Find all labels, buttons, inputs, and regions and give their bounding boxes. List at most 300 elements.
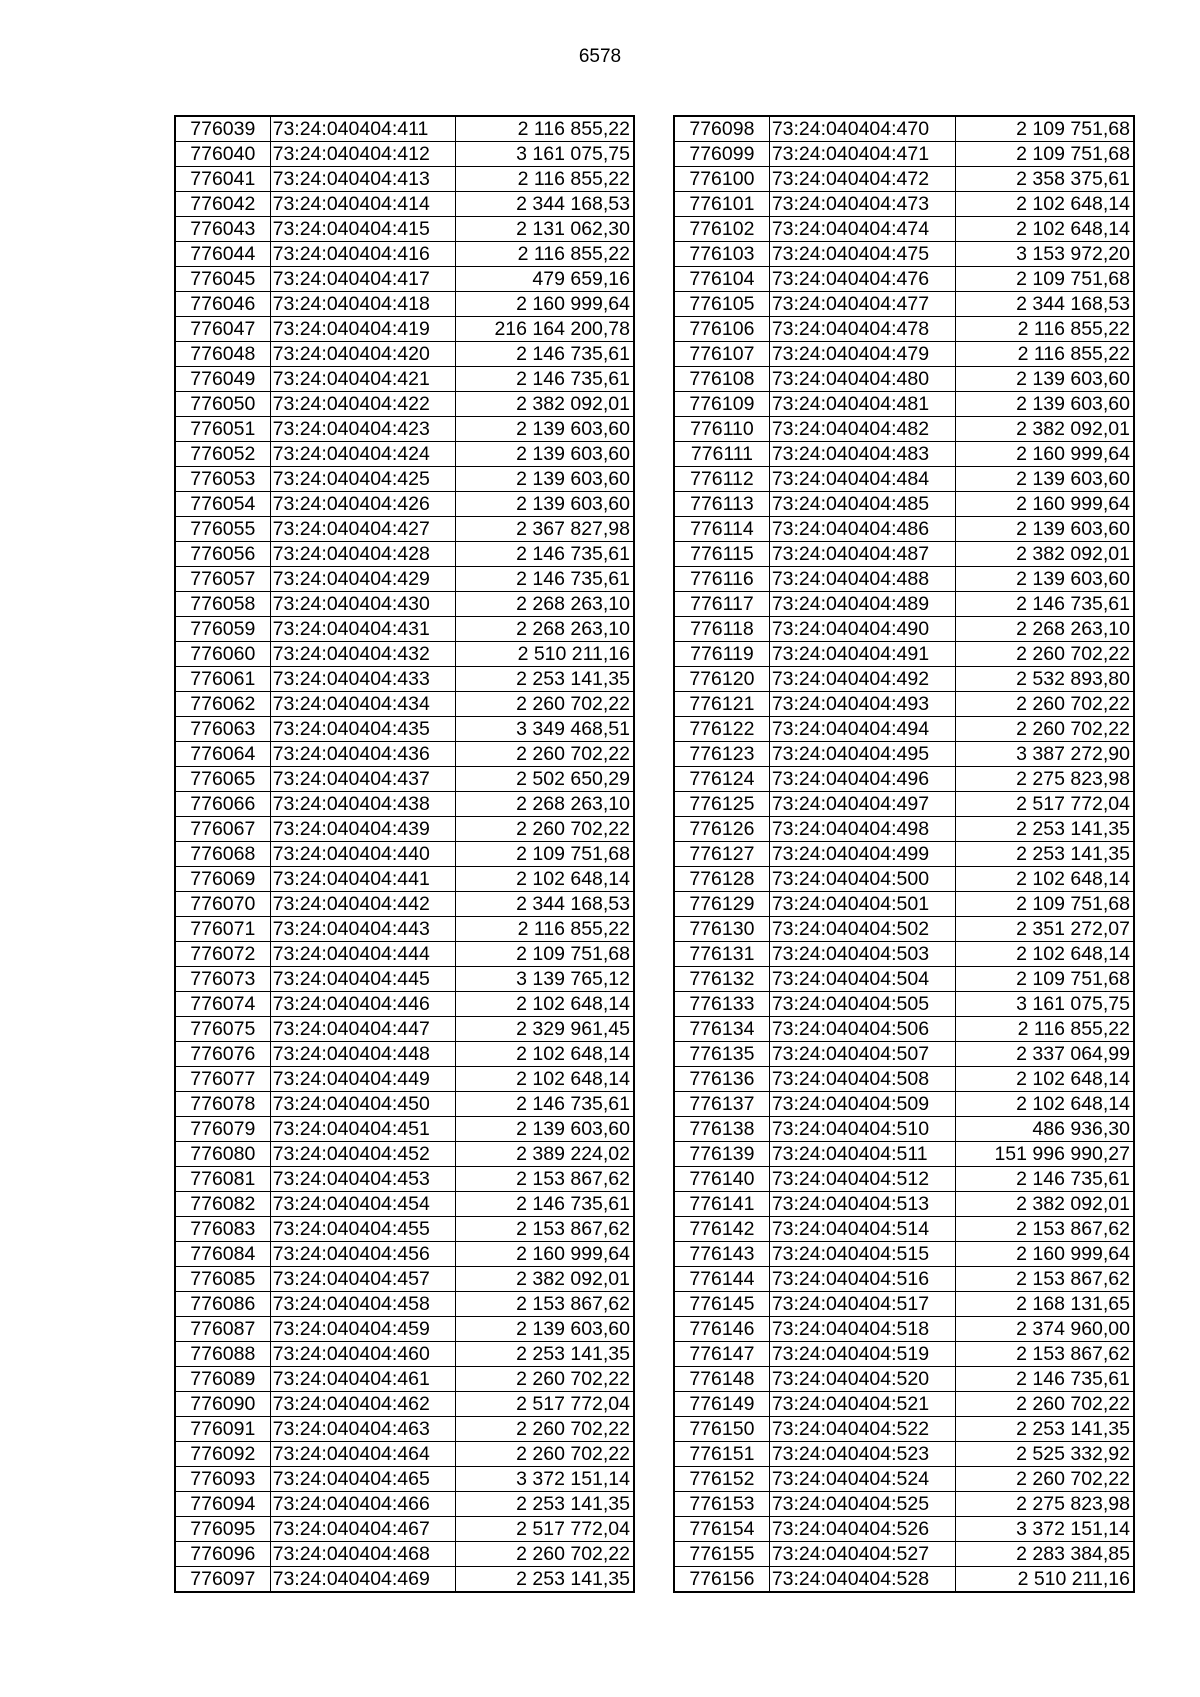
value-cell: 2 102 648,14 <box>956 217 1134 242</box>
value-cell: 2 153 867,62 <box>456 1217 634 1242</box>
cadastral-number-cell: 73:24:040404:494 <box>769 717 955 742</box>
table-row <box>674 342 1134 367</box>
value-cell: 2 510 211,16 <box>956 1567 1134 1593</box>
row-id-cell: 776084 <box>175 1242 270 1267</box>
cadastral-number-cell: 73:24:040404:456 <box>270 1242 456 1267</box>
row-id-cell: 776089 <box>175 1367 270 1392</box>
cadastral-number-cell: 73:24:040404:446 <box>270 992 456 1017</box>
row-id-cell: 776095 <box>175 1517 270 1542</box>
value-cell: 2 275 823,98 <box>956 767 1134 792</box>
row-id-cell: 776062 <box>175 692 270 717</box>
value-cell: 2 146 735,61 <box>956 592 1134 617</box>
row-id-cell: 776065 <box>175 767 270 792</box>
cadastral-number-cell: 73:24:040404:413 <box>270 167 456 192</box>
cadastral-number-cell: 73:24:040404:508 <box>769 1067 955 1092</box>
value-cell: 2 146 735,61 <box>456 1192 634 1217</box>
value-cell: 2 382 092,01 <box>456 392 634 417</box>
value-cell: 2 102 648,14 <box>956 1092 1134 1117</box>
value-cell: 2 253 141,35 <box>956 817 1134 842</box>
row-id-cell: 776139 <box>674 1142 769 1167</box>
table-row <box>175 1492 634 1517</box>
value-cell: 2 532 893,80 <box>956 667 1134 692</box>
row-id-cell: 776116 <box>674 567 769 592</box>
table-row <box>674 967 1134 992</box>
row-id-cell: 776067 <box>175 817 270 842</box>
value-cell: 2 260 702,22 <box>456 1542 634 1567</box>
cadastral-number-cell: 73:24:040404:486 <box>769 517 955 542</box>
value-cell: 2 344 168,53 <box>456 892 634 917</box>
row-id-cell: 776144 <box>674 1267 769 1292</box>
value-cell: 2 253 141,35 <box>456 1342 634 1367</box>
row-id-cell: 776109 <box>674 392 769 417</box>
value-cell: 2 502 650,29 <box>456 767 634 792</box>
row-id-cell: 776137 <box>674 1092 769 1117</box>
table-row <box>674 617 1134 642</box>
row-id-cell: 776105 <box>674 292 769 317</box>
cadastral-number-cell: 73:24:040404:521 <box>769 1392 955 1417</box>
table-row <box>674 217 1134 242</box>
row-id-cell: 776048 <box>175 342 270 367</box>
value-cell: 3 153 972,20 <box>956 242 1134 267</box>
table-row <box>175 1567 634 1593</box>
value-cell: 3 139 765,12 <box>456 967 634 992</box>
cadastral-number-cell: 73:24:040404:479 <box>769 342 955 367</box>
row-id-cell: 776102 <box>674 217 769 242</box>
row-id-cell: 776118 <box>674 617 769 642</box>
value-cell: 479 659,16 <box>456 267 634 292</box>
value-cell: 3 372 151,14 <box>456 1467 634 1492</box>
table-row <box>175 116 634 142</box>
row-id-cell: 776081 <box>175 1167 270 1192</box>
cadastral-number-cell: 73:24:040404:466 <box>270 1492 456 1517</box>
row-id-cell: 776082 <box>175 1192 270 1217</box>
cadastral-number-cell: 73:24:040404:470 <box>769 116 955 142</box>
row-id-cell: 776091 <box>175 1417 270 1442</box>
table-row <box>674 767 1134 792</box>
table-row <box>175 242 634 267</box>
table-row <box>674 642 1134 667</box>
cadastral-number-cell: 73:24:040404:421 <box>270 367 456 392</box>
value-cell: 2 253 141,35 <box>956 842 1134 867</box>
cadastral-number-cell: 73:24:040404:519 <box>769 1342 955 1367</box>
cadastral-number-cell: 73:24:040404:511 <box>769 1142 955 1167</box>
cadastral-number-cell: 73:24:040404:510 <box>769 1117 955 1142</box>
cadastral-number-cell: 73:24:040404:517 <box>769 1292 955 1317</box>
table-row <box>175 1167 634 1192</box>
table-row <box>674 667 1134 692</box>
cadastral-number-cell: 73:24:040404:420 <box>270 342 456 367</box>
cadastral-number-cell: 73:24:040404:414 <box>270 192 456 217</box>
table-row <box>175 992 634 1017</box>
value-cell: 3 161 075,75 <box>456 142 634 167</box>
row-id-cell: 776156 <box>674 1567 769 1593</box>
cadastral-number-cell: 73:24:040404:512 <box>769 1167 955 1192</box>
row-id-cell: 776123 <box>674 742 769 767</box>
value-cell: 2 275 823,98 <box>956 1492 1134 1517</box>
table-row <box>674 992 1134 1017</box>
value-cell: 2 260 702,22 <box>456 817 634 842</box>
row-id-cell: 776136 <box>674 1067 769 1092</box>
cadastral-number-cell: 73:24:040404:436 <box>270 742 456 767</box>
cadastral-number-cell: 73:24:040404:447 <box>270 1017 456 1042</box>
cadastral-number-cell: 73:24:040404:459 <box>270 1317 456 1342</box>
row-id-cell: 776086 <box>175 1292 270 1317</box>
cadastral-number-cell: 73:24:040404:492 <box>769 667 955 692</box>
value-cell: 2 102 648,14 <box>456 992 634 1017</box>
table-row <box>175 1417 634 1442</box>
table-row <box>175 467 634 492</box>
row-id-cell: 776133 <box>674 992 769 1017</box>
cadastral-number-cell: 73:24:040404:495 <box>769 742 955 767</box>
row-id-cell: 776110 <box>674 417 769 442</box>
cadastral-number-cell: 73:24:040404:505 <box>769 992 955 1017</box>
value-cell: 2 382 092,01 <box>456 1267 634 1292</box>
value-cell: 2 525 332,92 <box>956 1442 1134 1467</box>
table-row <box>175 517 634 542</box>
table-row <box>175 217 634 242</box>
row-id-cell: 776122 <box>674 717 769 742</box>
row-id-cell: 776142 <box>674 1217 769 1242</box>
cadastral-number-cell: 73:24:040404:477 <box>769 292 955 317</box>
table-row <box>175 617 634 642</box>
table-row <box>674 1167 1134 1192</box>
row-id-cell: 776108 <box>674 367 769 392</box>
value-cell: 2 389 224,02 <box>456 1142 634 1167</box>
cadastral-number-cell: 73:24:040404:463 <box>270 1417 456 1442</box>
row-id-cell: 776047 <box>175 317 270 342</box>
cadastral-number-cell: 73:24:040404:528 <box>769 1567 955 1593</box>
value-cell: 2 146 735,61 <box>456 342 634 367</box>
row-id-cell: 776064 <box>175 742 270 767</box>
cadastral-number-cell: 73:24:040404:518 <box>769 1317 955 1342</box>
row-id-cell: 776074 <box>175 992 270 1017</box>
row-id-cell: 776114 <box>674 517 769 542</box>
cadastral-number-cell: 73:24:040404:443 <box>270 917 456 942</box>
row-id-cell: 776112 <box>674 467 769 492</box>
value-cell: 2 268 263,10 <box>456 592 634 617</box>
cadastral-number-cell: 73:24:040404:426 <box>270 492 456 517</box>
register-table-left <box>174 115 635 1593</box>
table-row <box>674 1542 1134 1567</box>
row-id-cell: 776155 <box>674 1542 769 1567</box>
row-id-cell: 776092 <box>175 1442 270 1467</box>
table-row <box>175 492 634 517</box>
row-id-cell: 776068 <box>175 842 270 867</box>
table-row <box>674 1442 1134 1467</box>
table-row <box>175 1517 634 1542</box>
cadastral-number-cell: 73:24:040404:503 <box>769 942 955 967</box>
row-id-cell: 776056 <box>175 542 270 567</box>
row-id-cell: 776096 <box>175 1542 270 1567</box>
cadastral-number-cell: 73:24:040404:432 <box>270 642 456 667</box>
cadastral-number-cell: 73:24:040404:422 <box>270 392 456 417</box>
row-id-cell: 776138 <box>674 1117 769 1142</box>
cadastral-number-cell: 73:24:040404:496 <box>769 767 955 792</box>
cadastral-number-cell: 73:24:040404:431 <box>270 617 456 642</box>
value-cell: 2 131 062,30 <box>456 217 634 242</box>
table-row <box>674 292 1134 317</box>
value-cell: 2 260 702,22 <box>456 1442 634 1467</box>
row-id-cell: 776094 <box>175 1492 270 1517</box>
table-row <box>175 142 634 167</box>
value-cell: 2 351 272,07 <box>956 917 1134 942</box>
table-row <box>674 1317 1134 1342</box>
table-row <box>175 317 634 342</box>
table-row <box>674 367 1134 392</box>
table-row <box>175 1092 634 1117</box>
table-row <box>674 192 1134 217</box>
cadastral-number-cell: 73:24:040404:522 <box>769 1417 955 1442</box>
table-row <box>674 1342 1134 1367</box>
value-cell: 2 146 735,61 <box>456 542 634 567</box>
value-cell: 2 260 702,22 <box>456 1367 634 1392</box>
table-row <box>175 442 634 467</box>
table-row <box>674 742 1134 767</box>
cadastral-number-cell: 73:24:040404:527 <box>769 1542 955 1567</box>
cadastral-number-cell: 73:24:040404:428 <box>270 542 456 567</box>
row-id-cell: 776153 <box>674 1492 769 1517</box>
row-id-cell: 776078 <box>175 1092 270 1117</box>
cadastral-number-cell: 73:24:040404:507 <box>769 1042 955 1067</box>
value-cell: 2 102 648,14 <box>956 1067 1134 1092</box>
table-row <box>175 867 634 892</box>
row-id-cell: 776039 <box>175 116 270 142</box>
table-row <box>175 917 634 942</box>
table-row <box>175 1017 634 1042</box>
value-cell: 2 160 999,64 <box>956 492 1134 517</box>
table-row <box>175 767 634 792</box>
row-id-cell: 776121 <box>674 692 769 717</box>
cadastral-number-cell: 73:24:040404:448 <box>270 1042 456 1067</box>
table-row <box>175 342 634 367</box>
row-id-cell: 776063 <box>175 717 270 742</box>
table-row <box>674 942 1134 967</box>
table-row <box>674 317 1134 342</box>
value-cell: 2 260 702,22 <box>956 1392 1134 1417</box>
cadastral-number-cell: 73:24:040404:483 <box>769 442 955 467</box>
value-cell: 2 109 751,68 <box>956 142 1134 167</box>
table-row <box>175 792 634 817</box>
value-cell: 2 116 855,22 <box>456 167 634 192</box>
value-cell: 2 139 603,60 <box>456 1117 634 1142</box>
cadastral-number-cell: 73:24:040404:481 <box>769 392 955 417</box>
table-row <box>674 792 1134 817</box>
value-cell: 2 102 648,14 <box>956 192 1134 217</box>
value-cell: 2 146 735,61 <box>456 567 634 592</box>
value-cell: 2 160 999,64 <box>956 1242 1134 1267</box>
value-cell: 2 260 702,22 <box>956 1467 1134 1492</box>
cadastral-number-cell: 73:24:040404:514 <box>769 1217 955 1242</box>
value-cell: 2 153 867,62 <box>956 1267 1134 1292</box>
row-id-cell: 776060 <box>175 642 270 667</box>
value-cell: 2 102 648,14 <box>956 942 1134 967</box>
value-cell: 2 139 603,60 <box>456 442 634 467</box>
cadastral-number-cell: 73:24:040404:437 <box>270 767 456 792</box>
table-row <box>175 892 634 917</box>
table-row <box>175 167 634 192</box>
row-id-cell: 776097 <box>175 1567 270 1593</box>
value-cell: 2 253 141,35 <box>456 1492 634 1517</box>
cadastral-number-cell: 73:24:040404:489 <box>769 592 955 617</box>
row-id-cell: 776132 <box>674 967 769 992</box>
row-id-cell: 776043 <box>175 217 270 242</box>
cadastral-number-cell: 73:24:040404:465 <box>270 1467 456 1492</box>
cadastral-number-cell: 73:24:040404:451 <box>270 1117 456 1142</box>
value-cell: 2 153 867,62 <box>956 1342 1134 1367</box>
row-id-cell: 776117 <box>674 592 769 617</box>
row-id-cell: 776044 <box>175 242 270 267</box>
row-id-cell: 776040 <box>175 142 270 167</box>
table-row <box>674 1242 1134 1267</box>
row-id-cell: 776100 <box>674 167 769 192</box>
value-cell: 2 139 603,60 <box>456 1317 634 1342</box>
table-row <box>175 1267 634 1292</box>
cadastral-number-cell: 73:24:040404:460 <box>270 1342 456 1367</box>
cadastral-number-cell: 73:24:040404:458 <box>270 1292 456 1317</box>
cadastral-number-cell: 73:24:040404:412 <box>270 142 456 167</box>
value-cell: 2 139 603,60 <box>956 517 1134 542</box>
cadastral-number-cell: 73:24:040404:525 <box>769 1492 955 1517</box>
value-cell: 2 116 855,22 <box>956 342 1134 367</box>
register-table-right <box>673 115 1135 1593</box>
table-row <box>674 1092 1134 1117</box>
row-id-cell: 776134 <box>674 1017 769 1042</box>
value-cell: 2 109 751,68 <box>956 967 1134 992</box>
cadastral-number-cell: 73:24:040404:502 <box>769 917 955 942</box>
row-id-cell: 776093 <box>175 1467 270 1492</box>
table-row <box>674 267 1134 292</box>
cadastral-number-cell: 73:24:040404:464 <box>270 1442 456 1467</box>
table-row <box>674 717 1134 742</box>
table-row <box>674 1467 1134 1492</box>
cadastral-number-cell: 73:24:040404:457 <box>270 1267 456 1292</box>
value-cell: 2 116 855,22 <box>956 1017 1134 1042</box>
value-cell: 2 146 735,61 <box>456 1092 634 1117</box>
row-id-cell: 776057 <box>175 567 270 592</box>
row-id-cell: 776119 <box>674 642 769 667</box>
cadastral-number-cell: 73:24:040404:454 <box>270 1192 456 1217</box>
value-cell: 2 510 211,16 <box>456 642 634 667</box>
cadastral-number-cell: 73:24:040404:427 <box>270 517 456 542</box>
table-row <box>674 242 1134 267</box>
table-row <box>175 367 634 392</box>
row-id-cell: 776058 <box>175 592 270 617</box>
table-row <box>175 1292 634 1317</box>
cadastral-number-cell: 73:24:040404:450 <box>270 1092 456 1117</box>
value-cell: 3 372 151,14 <box>956 1517 1134 1542</box>
row-id-cell: 776145 <box>674 1292 769 1317</box>
table-row <box>175 967 634 992</box>
cadastral-number-cell: 73:24:040404:444 <box>270 942 456 967</box>
row-id-cell: 776151 <box>674 1442 769 1467</box>
row-id-cell: 776083 <box>175 1217 270 1242</box>
table-row <box>674 692 1134 717</box>
row-id-cell: 776059 <box>175 617 270 642</box>
value-cell: 2 382 092,01 <box>956 1192 1134 1217</box>
value-cell: 2 153 867,62 <box>456 1167 634 1192</box>
cadastral-number-cell: 73:24:040404:497 <box>769 792 955 817</box>
table-row <box>175 1392 634 1417</box>
value-cell: 3 387 272,90 <box>956 742 1134 767</box>
table-row <box>674 1142 1134 1167</box>
row-id-cell: 776131 <box>674 942 769 967</box>
table-row <box>674 392 1134 417</box>
table-row <box>674 167 1134 192</box>
value-cell: 2 382 092,01 <box>956 542 1134 567</box>
table-row <box>175 1042 634 1067</box>
value-cell: 2 268 263,10 <box>456 617 634 642</box>
value-cell: 2 102 648,14 <box>956 867 1134 892</box>
cadastral-number-cell: 73:24:040404:478 <box>769 317 955 342</box>
value-cell: 2 109 751,68 <box>956 892 1134 917</box>
value-cell: 2 337 064,99 <box>956 1042 1134 1067</box>
table-row <box>175 1467 634 1492</box>
cadastral-number-cell: 73:24:040404:462 <box>270 1392 456 1417</box>
table-row <box>175 1367 634 1392</box>
value-cell: 2 382 092,01 <box>956 417 1134 442</box>
cadastral-number-cell: 73:24:040404:501 <box>769 892 955 917</box>
cadastral-number-cell: 73:24:040404:484 <box>769 467 955 492</box>
table-row <box>674 442 1134 467</box>
table-row <box>175 742 634 767</box>
table-row <box>674 842 1134 867</box>
value-cell: 2 367 827,98 <box>456 517 634 542</box>
table-row <box>175 1342 634 1367</box>
value-cell: 2 153 867,62 <box>956 1217 1134 1242</box>
row-id-cell: 776052 <box>175 442 270 467</box>
value-cell: 2 109 751,68 <box>456 842 634 867</box>
row-id-cell: 776077 <box>175 1067 270 1092</box>
row-id-cell: 776146 <box>674 1317 769 1342</box>
row-id-cell: 776073 <box>175 967 270 992</box>
row-id-cell: 776126 <box>674 817 769 842</box>
value-cell: 2 102 648,14 <box>456 867 634 892</box>
value-cell: 2 260 702,22 <box>456 742 634 767</box>
table-row <box>674 1192 1134 1217</box>
cadastral-number-cell: 73:24:040404:452 <box>270 1142 456 1167</box>
row-id-cell: 776080 <box>175 1142 270 1167</box>
row-id-cell: 776152 <box>674 1467 769 1492</box>
value-cell: 151 996 990,27 <box>956 1142 1134 1167</box>
table-row <box>674 1017 1134 1042</box>
row-id-cell: 776113 <box>674 492 769 517</box>
cadastral-number-cell: 73:24:040404:491 <box>769 642 955 667</box>
row-id-cell: 776104 <box>674 267 769 292</box>
value-cell: 2 344 168,53 <box>456 192 634 217</box>
table-row <box>674 592 1134 617</box>
row-id-cell: 776111 <box>674 442 769 467</box>
table-row <box>175 1442 634 1467</box>
value-cell: 2 517 772,04 <box>956 792 1134 817</box>
row-id-cell: 776125 <box>674 792 769 817</box>
table-row <box>674 492 1134 517</box>
row-id-cell: 776046 <box>175 292 270 317</box>
cadastral-number-cell: 73:24:040404:500 <box>769 867 955 892</box>
table-row <box>175 1542 634 1567</box>
table-row <box>175 1317 634 1342</box>
cadastral-number-cell: 73:24:040404:473 <box>769 192 955 217</box>
table-row <box>175 1142 634 1167</box>
row-id-cell: 776129 <box>674 892 769 917</box>
row-id-cell: 776076 <box>175 1042 270 1067</box>
row-id-cell: 776107 <box>674 342 769 367</box>
cadastral-number-cell: 73:24:040404:488 <box>769 567 955 592</box>
cadastral-number-cell: 73:24:040404:493 <box>769 692 955 717</box>
table-row <box>175 817 634 842</box>
table-row <box>674 1367 1134 1392</box>
value-cell: 2 139 603,60 <box>956 467 1134 492</box>
table-row <box>175 267 634 292</box>
